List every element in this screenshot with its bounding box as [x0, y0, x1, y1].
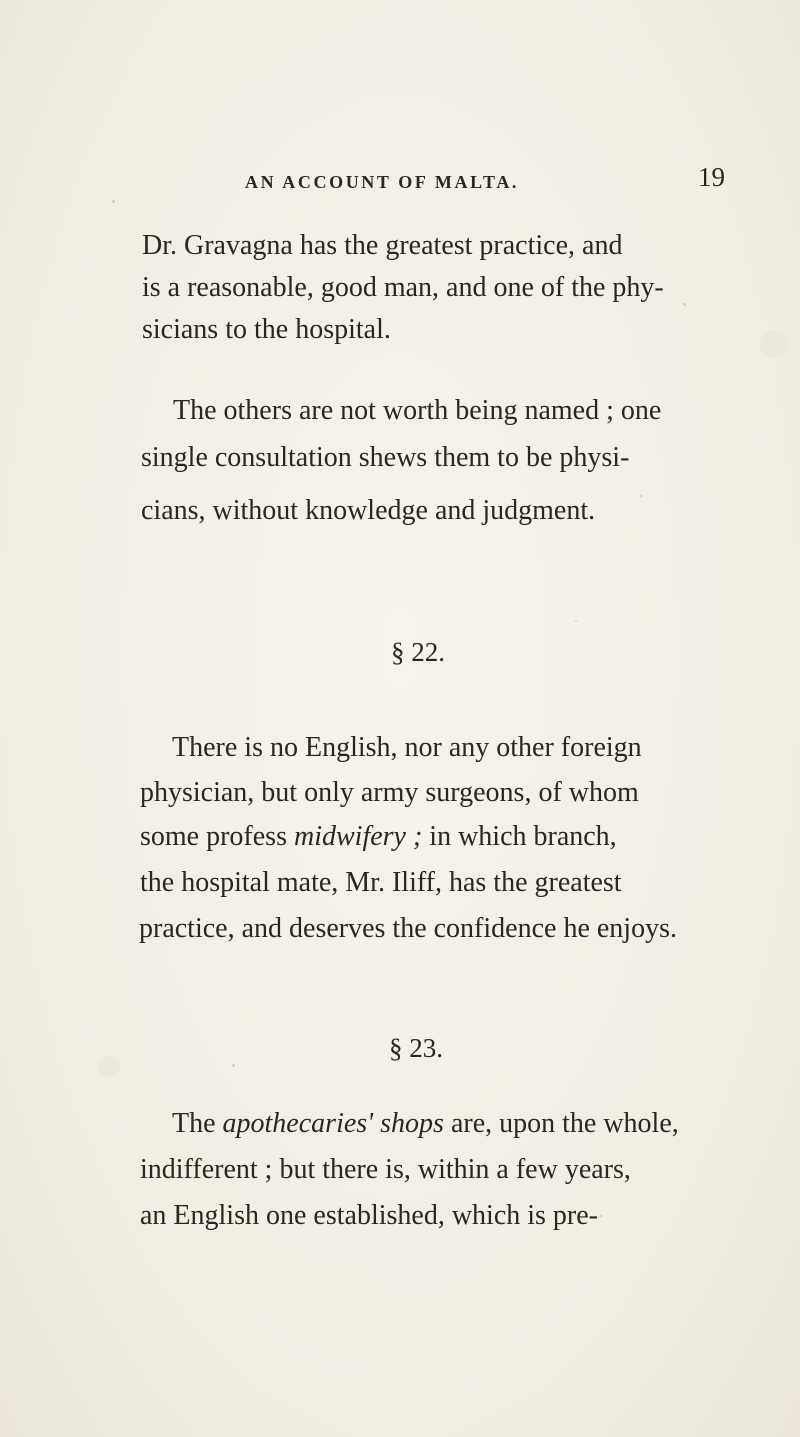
text-line: practice, and deserves the confidence he enjoys. [139, 913, 677, 944]
section-heading: § 23. [389, 1033, 443, 1063]
page-header [245, 162, 745, 202]
text-run: in which branch, [422, 821, 617, 852]
paper-speck [112, 200, 115, 203]
paper-speck [640, 495, 642, 497]
page-number: 19 [698, 162, 725, 192]
text-run: are, upon the whole, [443, 1108, 679, 1139]
text-line: is a reasonable, good man, and one of the phy- [142, 272, 664, 303]
text-line: the hospital mate, Mr. Iliff, has the greatest [140, 867, 622, 898]
paper-speck [232, 1064, 235, 1067]
text-line: indifferent ; but there is, within a few years, [140, 1154, 631, 1185]
paper-speck [575, 620, 577, 622]
text-line [140, 820, 617, 854]
text-run: some profess [140, 821, 294, 852]
text-line: The others are not worth being named ; one [173, 395, 662, 426]
text-run: The [172, 1108, 223, 1139]
italic-term: apothecaries' [222, 1108, 374, 1139]
paper-speck [683, 303, 686, 306]
text-line: Dr. Gravagna has the greatest practice, and [142, 230, 623, 261]
text-line: sicians to the hospital. [142, 314, 391, 345]
text-line: an English one established, which is pre- [140, 1200, 599, 1231]
text-line: physician, but only army surgeons, of whom [140, 777, 639, 808]
text-line: There is no English, nor any other foreign [172, 732, 642, 763]
text-line: single consultation shews them to be physi- [141, 442, 630, 473]
text-line: cians, without knowledge and judgment. [141, 495, 596, 526]
paper-speck [98, 1055, 120, 1077]
italic-term: midwifery ; [293, 821, 423, 852]
running-title: AN ACCOUNT OF MALTA. [245, 172, 520, 192]
text-line [172, 1107, 679, 1141]
paper-speck [600, 1215, 602, 1217]
italic-term: shops [380, 1108, 444, 1139]
section-heading: § 22. [391, 637, 445, 667]
paper-speck [760, 330, 788, 358]
